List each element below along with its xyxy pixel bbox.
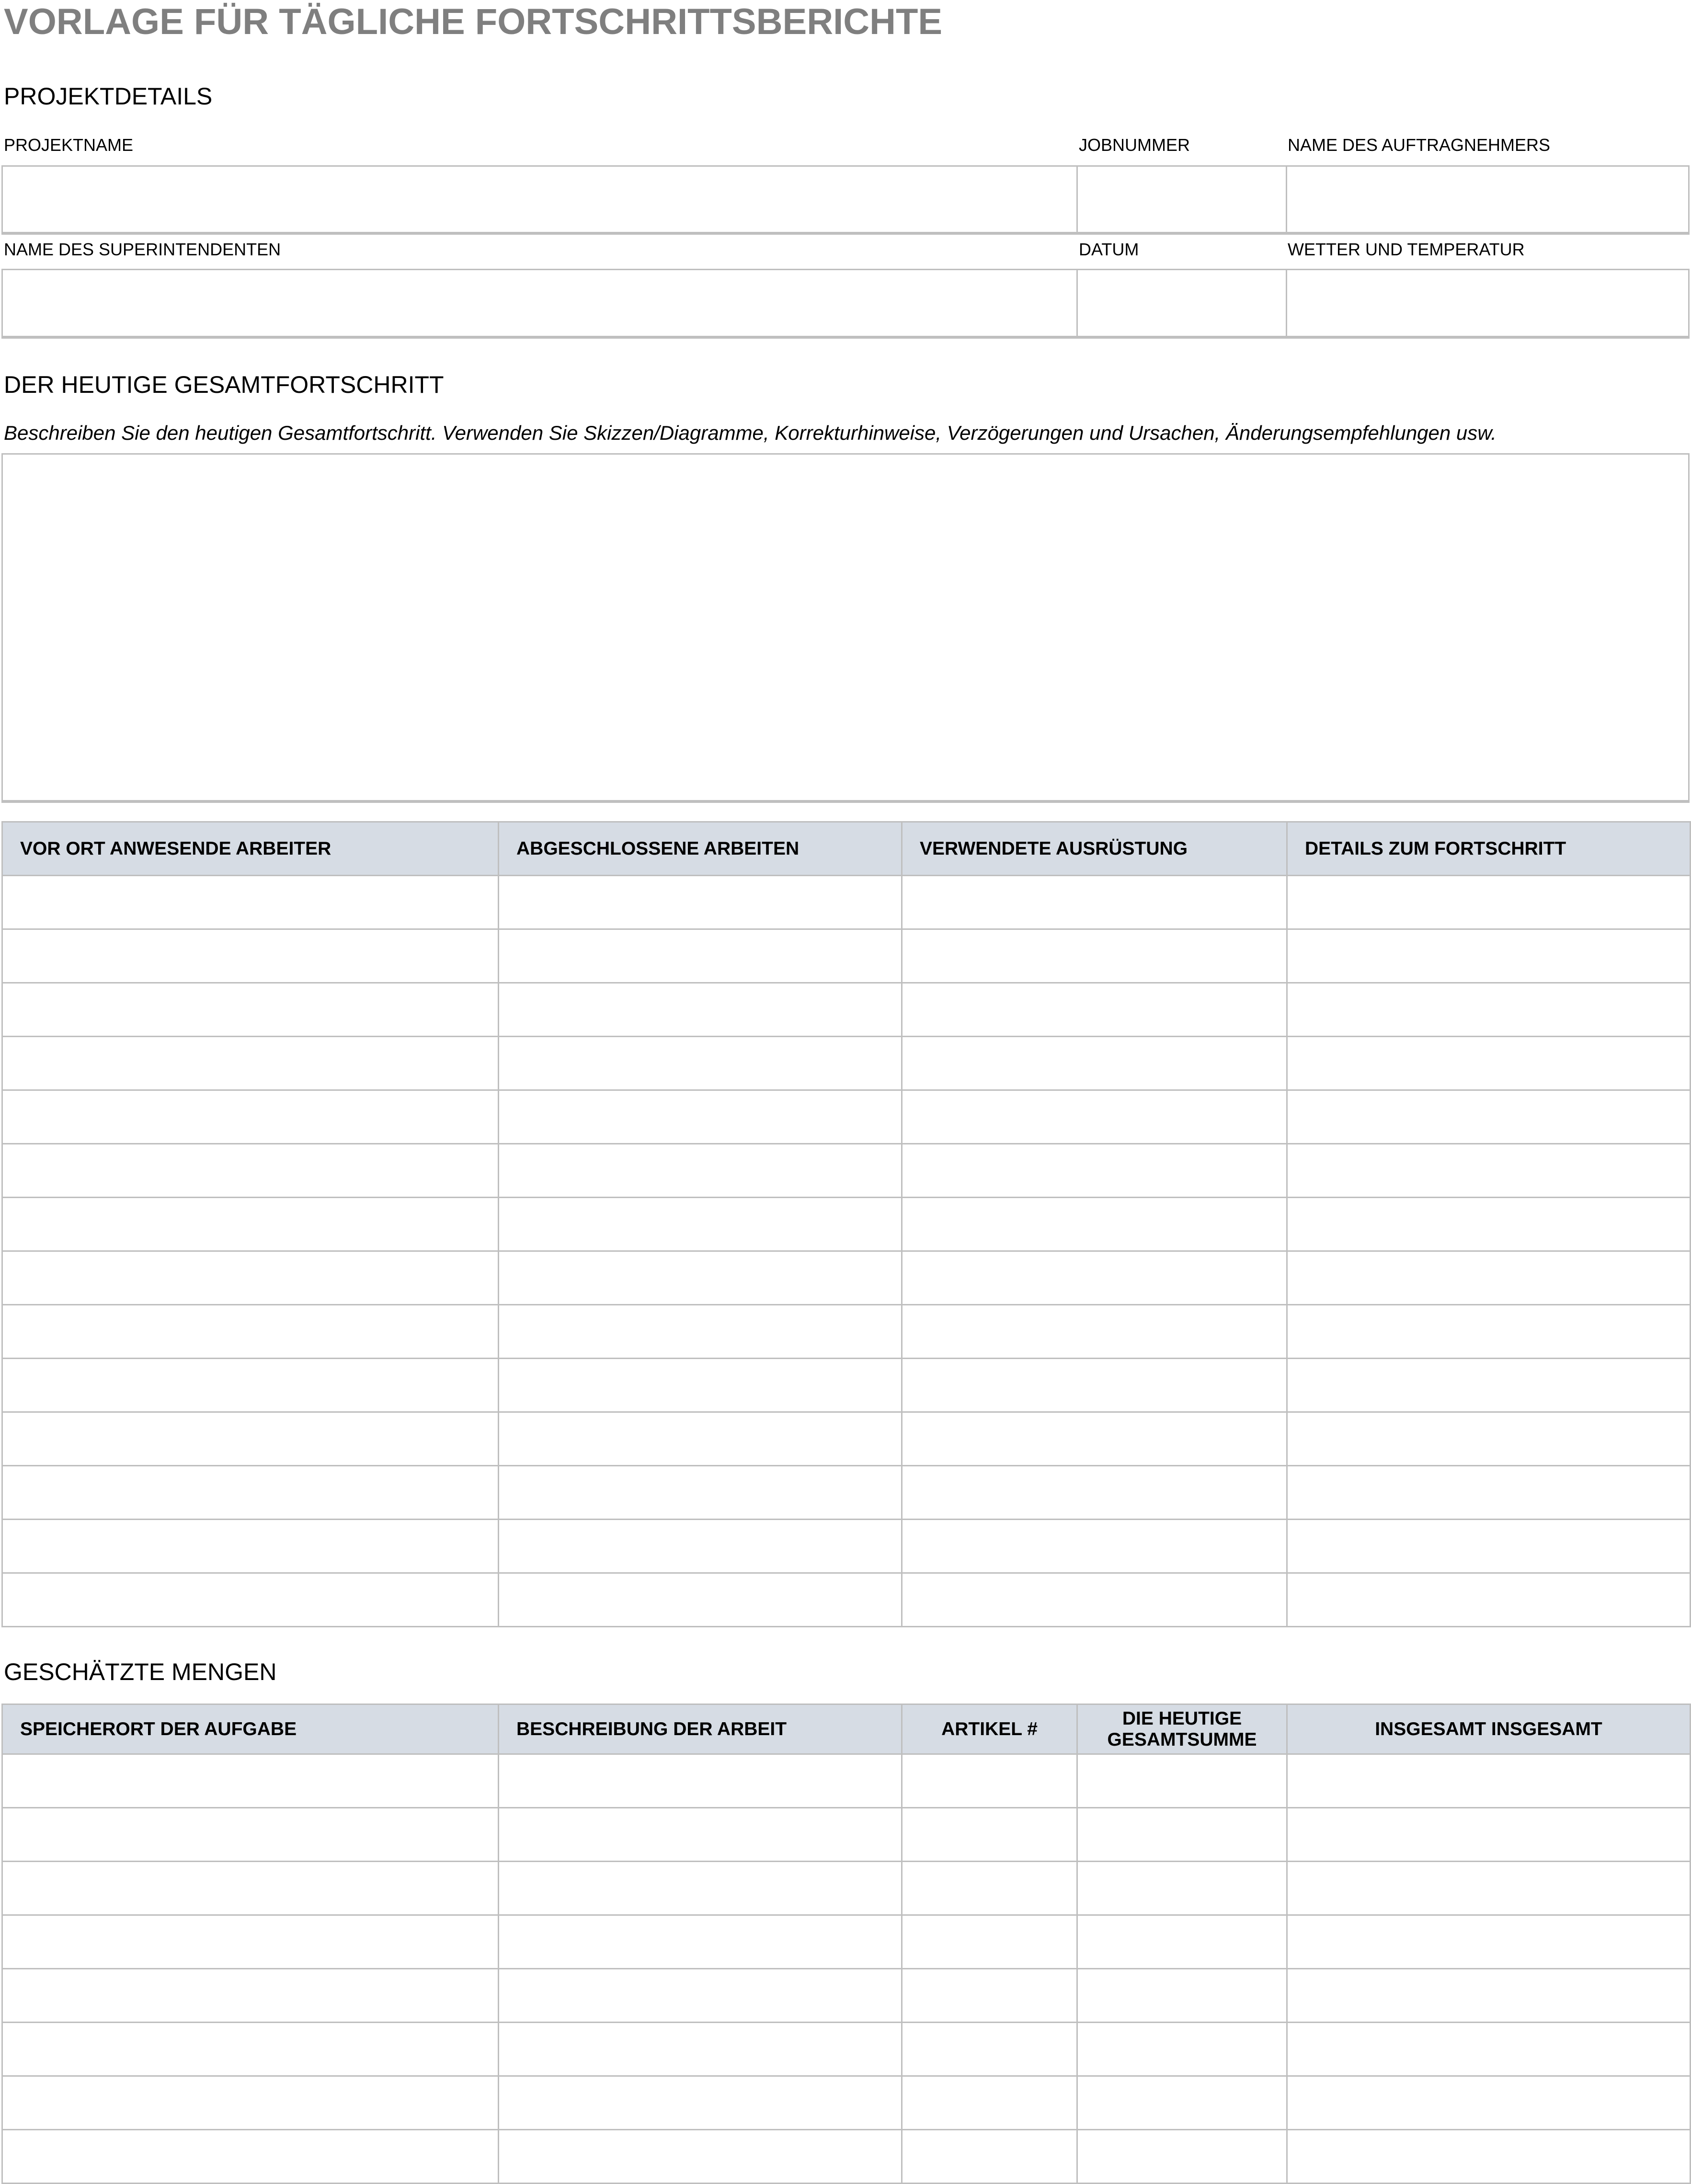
project-details-heading: PROJEKTDETAILS (4, 83, 213, 110)
quantities-table-cell[interactable] (902, 1862, 1077, 1915)
quantities-table-header: DIE HEUTIGE GESAMTSUMME (1077, 1704, 1287, 1754)
quantities-table-cell[interactable] (2, 1754, 499, 1808)
work-table-row (2, 1144, 1691, 1198)
work-table-cell[interactable] (2, 1037, 499, 1090)
work-table-cell[interactable] (2, 1359, 499, 1412)
quantities-table-cell[interactable] (1077, 1862, 1287, 1915)
work-table-row (2, 983, 1691, 1037)
quantities-heading: GESCHÄTZTE MENGEN (4, 1658, 277, 1685)
work-table-cell[interactable] (499, 1144, 902, 1198)
work-table-cell[interactable] (1287, 1251, 1691, 1305)
work-table-cell[interactable] (2, 1305, 499, 1359)
work-table-cell[interactable] (1287, 1305, 1691, 1359)
work-table-cell[interactable] (902, 1573, 1287, 1627)
work-table-cell[interactable] (1287, 1573, 1691, 1627)
work-table-header: ABGESCHLOSSENE ARBEITEN (499, 822, 902, 876)
quantities-table-row (2, 1969, 1691, 2023)
date-label: DATUM (1079, 240, 1139, 259)
work-table-row (2, 1359, 1691, 1412)
quantities-table-cell[interactable] (902, 2130, 1077, 2184)
quantities-table-cell[interactable] (2, 2023, 499, 2076)
work-table-cell[interactable] (499, 1520, 902, 1573)
work-table-cell[interactable] (499, 983, 902, 1037)
superintendent-name-field[interactable] (1, 269, 1078, 339)
work-table-cell[interactable] (902, 983, 1287, 1037)
quantities-table-cell[interactable] (1077, 1754, 1287, 1808)
quantities-table-cell[interactable] (499, 1915, 902, 1969)
work-table-cell[interactable] (1287, 929, 1691, 983)
quantities-table-header: ARTIKEL # (902, 1704, 1077, 1754)
work-table-cell[interactable] (499, 876, 902, 929)
job-number-label: JOBNUMMER (1079, 135, 1190, 155)
quantities-table-cell[interactable] (499, 2130, 902, 2184)
work-table-cell[interactable] (2, 1520, 499, 1573)
work-table-cell[interactable] (499, 1251, 902, 1305)
quantities-table-cell[interactable] (499, 1969, 902, 2023)
work-table-cell[interactable] (2, 1573, 499, 1627)
work-table-cell[interactable] (499, 929, 902, 983)
work-table-cell[interactable] (2, 1412, 499, 1466)
work-table-cell[interactable] (499, 1198, 902, 1251)
work-table-cell[interactable] (2, 1144, 499, 1198)
overall-progress-heading: DER HEUTIGE GESAMTFORTSCHRITT (4, 371, 444, 398)
date-field[interactable] (1076, 269, 1287, 339)
quantities-table-header-row (2, 1704, 1691, 1754)
work-table-row (2, 1251, 1691, 1305)
quantities-table-cell[interactable] (1077, 2023, 1287, 2076)
quantities-table-header: SPEICHERORT DER AUFGABE (2, 1704, 499, 1754)
work-table-cell[interactable] (2, 876, 499, 929)
quantities-table-cell[interactable] (1077, 1808, 1287, 1862)
work-table-row (2, 1037, 1691, 1090)
work-table-cell[interactable] (2, 1466, 499, 1520)
work-table-header-row (2, 822, 1691, 876)
weather-field[interactable] (1286, 269, 1690, 339)
quantities-table-row (2, 1754, 1691, 1808)
quantities-table-cell[interactable] (1287, 2076, 1691, 2130)
work-table-row (2, 1520, 1691, 1573)
quantities-table-cell[interactable] (499, 1808, 902, 1862)
work-table-cell[interactable] (1287, 876, 1691, 929)
work-table-cell[interactable] (499, 1090, 902, 1144)
quantities-table-cell[interactable] (2, 2076, 499, 2130)
work-table-cell[interactable] (1287, 1198, 1691, 1251)
quantities-table-header: BESCHREIBUNG DER ARBEIT (499, 1704, 902, 1754)
quantities-table-cell[interactable] (1287, 2130, 1691, 2184)
work-table-row (2, 876, 1691, 929)
work-table-cell[interactable] (499, 1466, 902, 1520)
work-table-cell[interactable] (902, 876, 1287, 929)
quantities-table-cell[interactable] (1077, 1915, 1287, 1969)
project-name-label: PROJEKTNAME (4, 135, 134, 155)
overall-progress-textarea[interactable] (1, 453, 1690, 803)
quantities-table-cell[interactable] (1287, 1862, 1691, 1915)
quantities-table-cell[interactable] (1287, 1754, 1691, 1808)
work-table-cell[interactable] (2, 1251, 499, 1305)
quantities-table-cell[interactable] (2, 2130, 499, 2184)
job-number-field[interactable] (1076, 165, 1287, 235)
quantities-table-row (2, 1808, 1691, 1862)
quantities-table-row (2, 1915, 1691, 1969)
superintendent-name-label: NAME DES SUPERINTENDENTEN (4, 240, 281, 259)
work-table-cell[interactable] (1287, 1037, 1691, 1090)
quantities-table-row (2, 2023, 1691, 2076)
quantities-table-cell[interactable] (1077, 2076, 1287, 2130)
work-table-cell[interactable] (2, 983, 499, 1037)
quantities-table-cell[interactable] (902, 1754, 1077, 1808)
project-name-field[interactable] (1, 165, 1078, 235)
quantities-table-cell[interactable] (499, 1862, 902, 1915)
work-table-cell[interactable] (902, 1251, 1287, 1305)
work-table-cell[interactable] (499, 1359, 902, 1412)
work-table-row (2, 929, 1691, 983)
work-table-cell[interactable] (902, 1466, 1287, 1520)
quantities-table-row (2, 1862, 1691, 1915)
work-table-cell[interactable] (902, 929, 1287, 983)
work-table-row (2, 1573, 1691, 1627)
work-table-cell[interactable] (902, 1037, 1287, 1090)
quantities-table-cell[interactable] (1287, 2023, 1691, 2076)
page-title: VORLAGE FÜR TÄGLICHE FORTSCHRITTSBERICHTE (4, 1, 943, 42)
work-table-header: DETAILS ZUM FORTSCHRITT (1287, 822, 1691, 876)
work-table-cell[interactable] (902, 1144, 1287, 1198)
quantities-table-cell[interactable] (902, 1808, 1077, 1862)
work-table-cell[interactable] (902, 1305, 1287, 1359)
work-table-cell[interactable] (2, 1198, 499, 1251)
work-table-row (2, 1198, 1691, 1251)
work-table-cell[interactable] (499, 1305, 902, 1359)
overall-progress-instructions: Beschreiben Sie den heutigen Gesamtfortschritt. Verwenden Sie Skizzen/Diagramme, Korrekturhinweise, Verzögerungen und Ursachen, Änderungsempfehlungen usw. (4, 422, 1497, 444)
quantities-table-cell[interactable] (902, 2023, 1077, 2076)
work-table-header: VOR ORT ANWESENDE ARBEITER (2, 822, 499, 876)
quantities-table-cell[interactable] (2, 1862, 499, 1915)
work-table-cell[interactable] (2, 1090, 499, 1144)
quantities-table-cell[interactable] (499, 2076, 902, 2130)
quantities-table-cell[interactable] (902, 1915, 1077, 1969)
work-table (1, 821, 1691, 1627)
work-table-row (2, 1412, 1691, 1466)
work-table-cell[interactable] (902, 1520, 1287, 1573)
work-table-cell[interactable] (499, 1037, 902, 1090)
work-table-cell[interactable] (902, 1412, 1287, 1466)
work-table-cell[interactable] (1287, 1412, 1691, 1466)
quantities-table-cell[interactable] (2, 1808, 499, 1862)
work-table-header: VERWENDETE AUSRÜSTUNG (902, 822, 1287, 876)
quantities-table-cell[interactable] (499, 2023, 902, 2076)
contractor-name-field[interactable] (1286, 165, 1690, 235)
quantities-table-cell[interactable] (2, 1969, 499, 2023)
quantities-table-cell[interactable] (1287, 1915, 1691, 1969)
work-table-cell[interactable] (499, 1412, 902, 1466)
quantities-table-cell[interactable] (1287, 1969, 1691, 2023)
weather-label: WETTER UND TEMPERATUR (1288, 240, 1525, 259)
quantities-table-cell[interactable] (2, 1915, 499, 1969)
quantities-table-cell[interactable] (499, 1754, 902, 1808)
work-table-cell[interactable] (1287, 1466, 1691, 1520)
quantities-table-row (2, 2076, 1691, 2130)
contractor-name-label: NAME DES AUFTRAGNEHMERS (1288, 135, 1551, 155)
work-table-cell[interactable] (902, 1198, 1287, 1251)
quantities-table-cell[interactable] (902, 1969, 1077, 2023)
quantities-table-cell[interactable] (1287, 1808, 1691, 1862)
quantities-table-row (2, 2130, 1691, 2184)
work-table-cell[interactable] (1287, 1359, 1691, 1412)
quantities-table-header: INSGESAMT INSGESAMT (1287, 1704, 1691, 1754)
work-table-cell[interactable] (1287, 983, 1691, 1037)
quantities-table (1, 1704, 1691, 2184)
work-table-cell[interactable] (1287, 1144, 1691, 1198)
quantities-table-cell[interactable] (902, 2076, 1077, 2130)
work-table-cell[interactable] (902, 1090, 1287, 1144)
work-table-cell[interactable] (499, 1573, 902, 1627)
work-table-cell[interactable] (2, 929, 499, 983)
work-table-cell[interactable] (1287, 1520, 1691, 1573)
quantities-table-cell[interactable] (1077, 2130, 1287, 2184)
work-table-cell[interactable] (902, 1359, 1287, 1412)
work-table-cell[interactable] (1287, 1090, 1691, 1144)
work-table-row (2, 1305, 1691, 1359)
work-table-row (2, 1466, 1691, 1520)
quantities-table-cell[interactable] (1077, 1969, 1287, 2023)
work-table-row (2, 1090, 1691, 1144)
